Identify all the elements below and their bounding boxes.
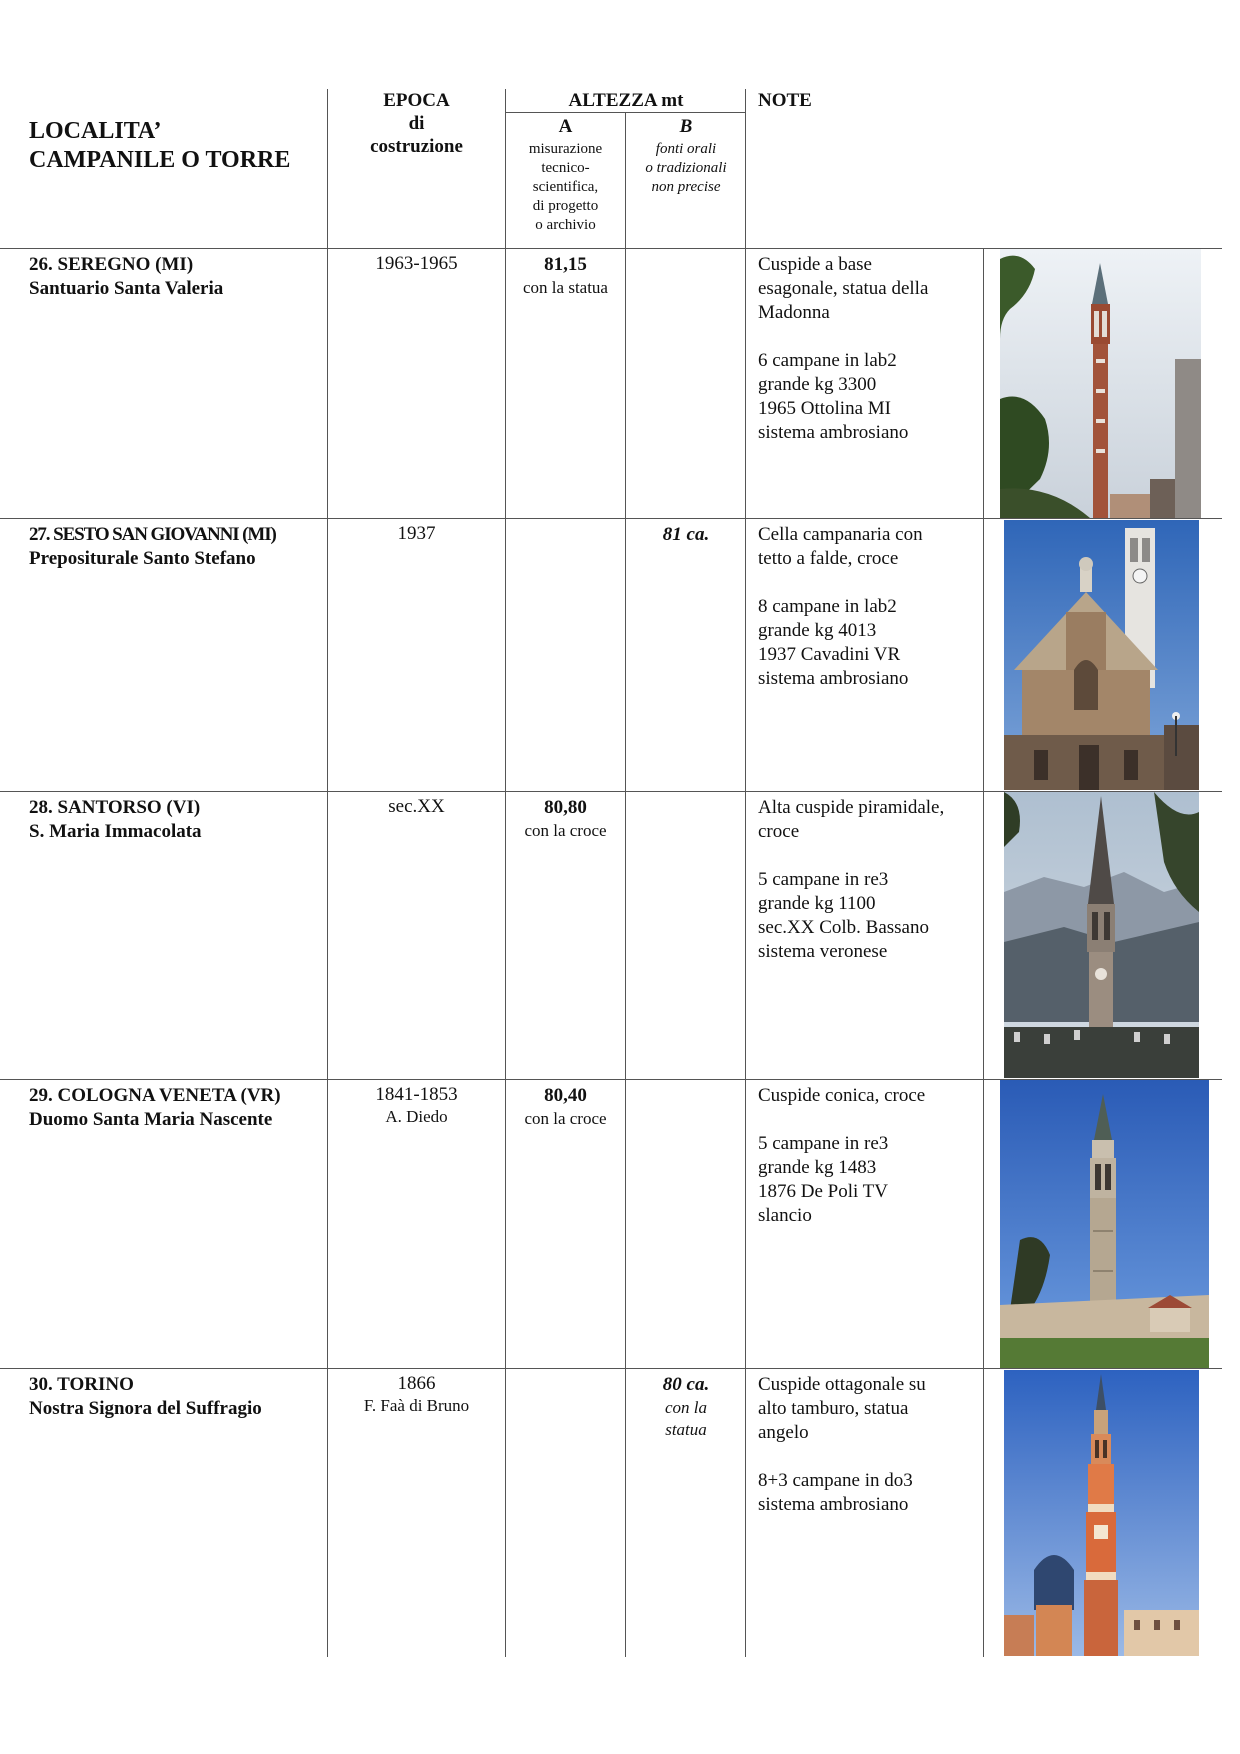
note-line: 6 campane in lab2 <box>758 350 897 371</box>
note-cell <box>758 1084 973 1228</box>
height-b-note: statua <box>665 1420 707 1439</box>
note-line: Alta cuspide piramidale, <box>758 797 945 818</box>
note-line: esagonale, statua della <box>758 278 929 299</box>
height-a-value: 80,80 <box>544 797 587 818</box>
epoch-value: 1866 <box>397 1373 436 1394</box>
note-line: croce <box>758 821 800 842</box>
ornate-tower-photo <box>1004 1370 1199 1656</box>
note-line: 8+3 campane in do3 <box>758 1470 913 1491</box>
location-cell <box>29 796 329 844</box>
building-name: Nostra Signora del Suffragio <box>29 1398 262 1419</box>
note-line: sistema ambrosiano <box>758 668 909 689</box>
building-name: Santuario Santa Valeria <box>29 278 224 299</box>
note-line: Cuspide a base <box>758 254 872 275</box>
note-line: sec.XX Colb. Bassano <box>758 917 929 938</box>
note-line: grande kg 1483 <box>758 1157 877 1178</box>
table-row <box>0 249 1240 518</box>
location-cell <box>29 253 329 301</box>
note-cell <box>758 523 973 691</box>
header-subline <box>506 112 745 113</box>
location-name: 29. COLOGNA VENETA (VR) <box>29 1085 281 1106</box>
note-line: sistema ambrosiano <box>758 1494 909 1515</box>
note-line: sistema veronese <box>758 941 888 962</box>
architect-name: F. Faà di Bruno <box>363 1396 470 1415</box>
header-localita-line1: LOCALITA’ <box>29 118 162 144</box>
height-a-cell <box>506 796 625 841</box>
header-localita <box>29 117 290 175</box>
building-name: S. Maria Immacolata <box>29 821 202 842</box>
height-b-cell <box>626 523 746 547</box>
note-line: Madonna <box>758 302 830 323</box>
epoch-value: 1963-1965 <box>375 253 458 274</box>
epoch-cell <box>329 1084 504 1127</box>
table-row <box>0 1369 1240 1657</box>
header-localita-line2: CAMPANILE O TORRE <box>29 147 291 173</box>
location-name: 26. SEREGNO (MI) <box>29 254 194 275</box>
note-line: 5 campane in re3 <box>758 1133 889 1154</box>
header-b-letter: B <box>679 116 693 137</box>
architect-name: A. Diedo <box>385 1107 448 1126</box>
note-line: 5 campane in re3 <box>758 869 889 890</box>
note-line: grande kg 1100 <box>758 893 876 914</box>
epoch-cell <box>329 1373 504 1416</box>
header-epoca-line2: di <box>408 113 425 134</box>
epoch-value: 1841-1853 <box>375 1084 458 1105</box>
epoch-cell <box>329 796 504 818</box>
epoch-value: sec.XX <box>388 796 445 817</box>
header-a-desc-line: o archivio <box>535 217 596 233</box>
header-a-description <box>506 140 625 235</box>
epoch-cell <box>329 523 504 545</box>
epoch-value: 1937 <box>397 523 436 544</box>
note-cell <box>758 253 973 445</box>
header-epoca-line1: EPOCA <box>383 90 450 111</box>
location-name: 30. TORINO <box>29 1374 134 1395</box>
note-line: Cella campanaria con <box>758 524 923 545</box>
header-epoca <box>329 89 504 158</box>
note-line: angelo <box>758 1422 809 1443</box>
location-cell <box>29 523 329 571</box>
header-b-desc-line: o tradizionali <box>645 160 727 176</box>
note-line: grande kg 3300 <box>758 374 877 395</box>
header-a-desc-line: tecnico- <box>541 160 590 176</box>
note-line: 1937 Cavadini VR <box>758 644 901 665</box>
note-line: 1876 De Poli TV <box>758 1181 889 1202</box>
stone-tower-photo <box>1000 1080 1209 1368</box>
height-a-note: con la croce <box>524 821 607 840</box>
epoch-cell <box>329 253 504 275</box>
height-a-value: 80,40 <box>544 1085 587 1106</box>
header-b-desc-line: non precise <box>651 179 721 195</box>
height-a-cell <box>506 253 625 298</box>
note-line: sistema ambrosiano <box>758 422 909 443</box>
height-b-value: 81 ca. <box>662 524 710 545</box>
height-a-value: 81,15 <box>544 254 587 275</box>
header-a-desc-line: scientifica, <box>532 179 599 195</box>
header-note: NOTE <box>758 90 812 111</box>
note-line: Cuspide conica, croce <box>758 1085 926 1106</box>
church-and-tower-photo <box>1004 520 1199 790</box>
bell-tower-photo <box>1000 249 1201 518</box>
table-row <box>0 519 1240 791</box>
note-line: 8 campane in lab2 <box>758 596 897 617</box>
location-cell <box>29 1373 329 1421</box>
building-name: Prepositurale Santo Stefano <box>29 548 256 569</box>
header-a-letter: A <box>558 116 573 137</box>
header-a-desc-line: di progetto <box>532 198 599 214</box>
location-name: 27. SESTO SAN GIOVANNI (MI) <box>29 524 276 545</box>
header-b-description <box>626 140 746 197</box>
header-b-desc-line: fonti orali <box>655 141 717 157</box>
header-column-a <box>506 116 625 235</box>
note-line: grande kg 4013 <box>758 620 877 641</box>
note-cell <box>758 1373 973 1517</box>
header-altezza: ALTEZZA mt <box>568 90 684 111</box>
height-b-note: con la <box>664 1398 708 1417</box>
height-a-note: con la croce <box>524 1109 607 1128</box>
note-line: alto tamburo, statua <box>758 1398 909 1419</box>
header-epoca-line3: costruzione <box>370 136 463 157</box>
location-name: 28. SANTORSO (VI) <box>29 797 201 818</box>
height-b-cell <box>626 1373 746 1441</box>
note-line: tetto a falde, croce <box>758 548 899 569</box>
table-row <box>0 792 1240 1079</box>
table-row <box>0 1080 1240 1368</box>
header-column-b <box>626 116 746 197</box>
location-cell <box>29 1084 329 1132</box>
spire-tower-photo <box>1004 792 1199 1078</box>
building-name: Duomo Santa Maria Nascente <box>29 1109 273 1130</box>
note-line: slancio <box>758 1205 812 1226</box>
header-a-desc-line: misurazione <box>528 141 603 157</box>
note-line: 1965 Ottolina MI <box>758 398 891 419</box>
note-cell <box>758 796 973 964</box>
note-line: Cuspide ottagonale su <box>758 1374 926 1395</box>
height-a-note: con la statua <box>523 278 608 297</box>
height-b-value: 80 ca. <box>662 1374 710 1395</box>
height-a-cell <box>506 1084 625 1129</box>
